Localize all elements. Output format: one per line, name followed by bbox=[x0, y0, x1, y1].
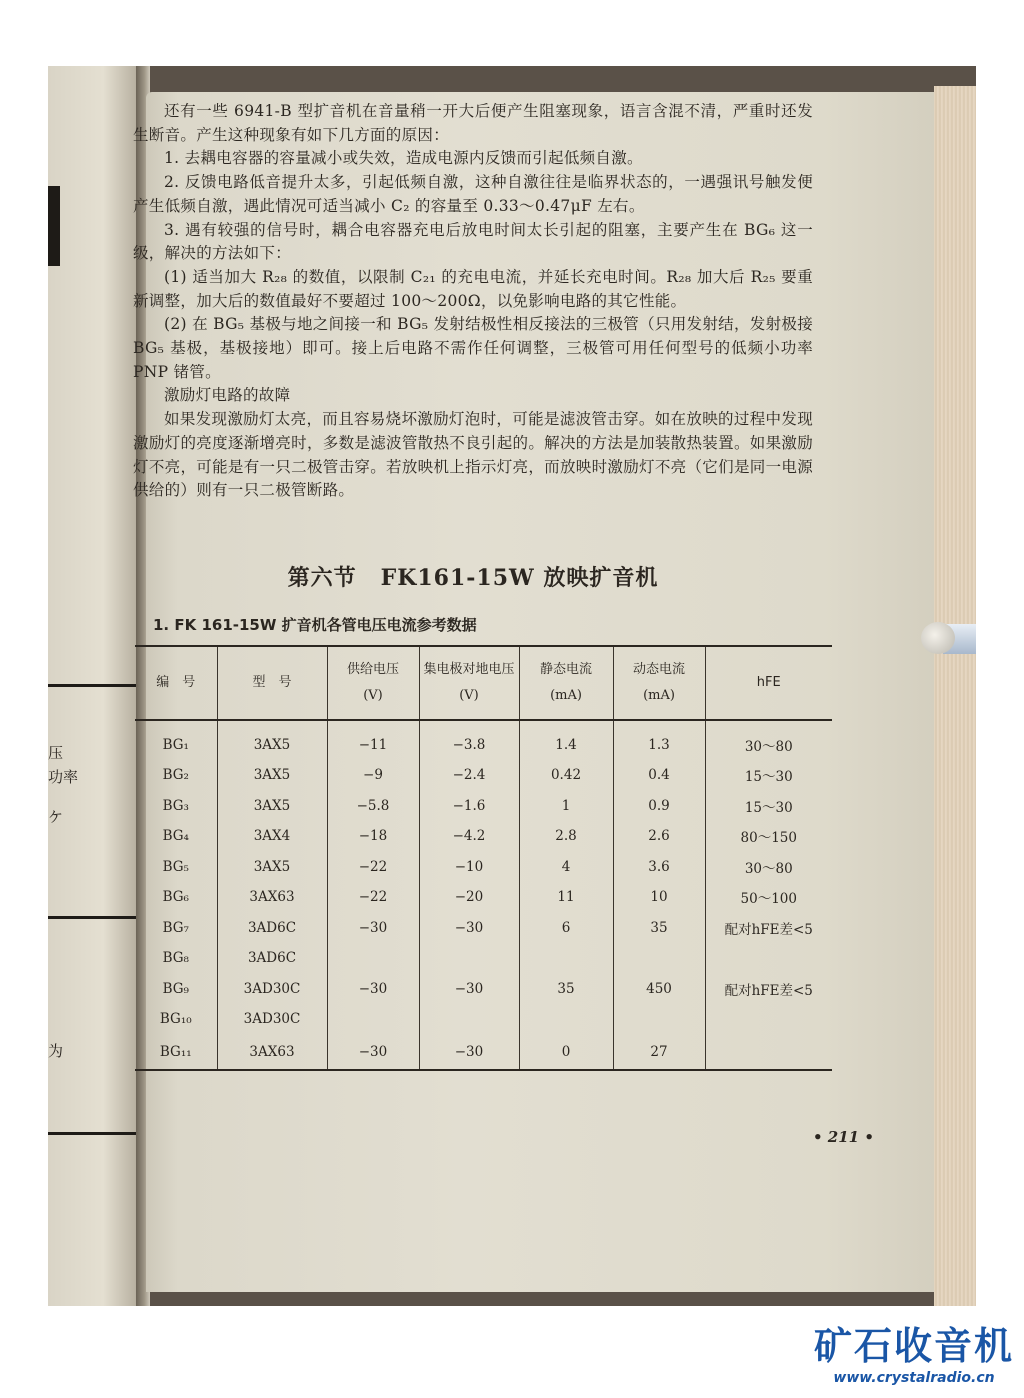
table-cell: −30 bbox=[327, 912, 419, 943]
left-page-rule bbox=[48, 916, 140, 919]
data-table bbox=[135, 645, 832, 1072]
paragraph: (2) 在 BG₅ 基极与地之间接一和 BG₅ 发射结极性相反接法的三极管（只用发射结，发射极接 BG₅ 基极，基极接地）即可。接上后电路不需作任何调整，三极管可用任何型号的低频小功率 PNP 锗管。 bbox=[133, 315, 813, 381]
table-cell: −22 bbox=[327, 882, 419, 913]
table-cell: 4 bbox=[519, 851, 613, 882]
table-row bbox=[135, 1034, 832, 1070]
table-row bbox=[135, 943, 832, 974]
table-cell: 50～100 bbox=[705, 882, 832, 913]
table-cell: −1.6 bbox=[419, 790, 519, 821]
table-cell: 配对hFE差<5 bbox=[705, 912, 832, 943]
table-cell: BG₄ bbox=[162, 828, 189, 845]
table-cell: 0 bbox=[519, 1034, 613, 1070]
left-page-fragment: 为 bbox=[48, 1042, 64, 1060]
table-cell bbox=[613, 1004, 705, 1035]
header-cell: hFE bbox=[705, 646, 832, 720]
table-cell: 1.4 bbox=[519, 720, 613, 760]
table-cell: −18 bbox=[327, 821, 419, 852]
page-content bbox=[133, 100, 813, 1071]
table-cell: 配对hFE差<5 bbox=[705, 973, 832, 1004]
table-cell: 3AX5 bbox=[217, 851, 327, 882]
table-cell bbox=[613, 943, 705, 974]
watermark-logo bbox=[814, 1315, 1014, 1386]
paragraph: 1. 去耦电容器的容量减小或失效，造成电源内反馈而引起低频自激。 bbox=[164, 149, 643, 168]
table-cell: 1.3 bbox=[613, 720, 705, 760]
header-cell: 型 号 bbox=[217, 646, 327, 720]
table-cell bbox=[519, 1004, 613, 1035]
table-row bbox=[135, 973, 832, 1004]
table-cell: 0.42 bbox=[519, 760, 613, 791]
table-cell: 35 bbox=[519, 973, 613, 1004]
left-page-fragment: 压 bbox=[48, 744, 64, 762]
left-page bbox=[48, 66, 140, 1306]
table-cell: 15～30 bbox=[705, 760, 832, 791]
table-cell bbox=[327, 1004, 419, 1035]
table-row bbox=[135, 912, 832, 943]
table-cell: 0.4 bbox=[613, 760, 705, 791]
section-name: FK161-15W 放映扩音机 bbox=[380, 564, 659, 591]
table-row bbox=[135, 882, 832, 913]
table-cell: 3AD30C bbox=[217, 973, 327, 1004]
table-cell: 27 bbox=[613, 1034, 705, 1070]
table-cell: −30 bbox=[419, 912, 519, 943]
table-cell bbox=[419, 943, 519, 974]
table-cell: 3AD6C bbox=[217, 912, 327, 943]
table-cell bbox=[705, 943, 832, 974]
table-cell: −9 bbox=[327, 760, 419, 791]
pen-icon bbox=[921, 618, 976, 658]
table-cell: −20 bbox=[419, 882, 519, 913]
table-cell: 30～80 bbox=[705, 720, 832, 760]
table-cell: 3AD6C bbox=[217, 943, 327, 974]
table-cell: −2.4 bbox=[419, 760, 519, 791]
left-page-rule bbox=[48, 684, 140, 687]
table-cell: 3AX63 bbox=[217, 1034, 327, 1070]
table-cell: 80～150 bbox=[705, 821, 832, 852]
table-cell: −4.2 bbox=[419, 821, 519, 852]
table-cell: 3AX63 bbox=[217, 882, 327, 913]
subheading: 激励灯电路的故障 bbox=[164, 386, 291, 405]
table-row bbox=[135, 790, 832, 821]
table-cell: BG₈ bbox=[162, 950, 189, 967]
table-row bbox=[135, 1004, 832, 1035]
table-cell: −30 bbox=[419, 1034, 519, 1070]
table-cell: 30～80 bbox=[705, 851, 832, 882]
table-cell: −11 bbox=[327, 720, 419, 760]
watermark-url: www.crystalradio.cn bbox=[833, 1370, 995, 1386]
table-cell: 3AX5 bbox=[217, 720, 327, 760]
table-cell: −3.8 bbox=[419, 720, 519, 760]
table-row bbox=[135, 760, 832, 791]
paragraph: 还有一些 6941-B 型扩音机在音量稍一开大后便产生阻塞现象，语言含混不清，严重时还发生断音。产生这种现象有如下几方面的原因： bbox=[133, 102, 813, 144]
table-cell: BG₂ bbox=[162, 767, 189, 784]
table-cell: −30 bbox=[327, 1034, 419, 1070]
table-cell: −10 bbox=[419, 851, 519, 882]
table-cell: 3AX5 bbox=[217, 760, 327, 791]
table-cell: 450 bbox=[613, 973, 705, 1004]
table-cell: BG₁ bbox=[162, 737, 189, 754]
section-label: 第六节 bbox=[287, 564, 357, 591]
table-cell: BG₇ bbox=[162, 919, 189, 936]
table-cell: 1 bbox=[519, 790, 613, 821]
table-cell: −22 bbox=[327, 851, 419, 882]
table-cell: 3AX5 bbox=[217, 790, 327, 821]
left-page-fragment: ケ bbox=[48, 808, 64, 826]
table-cell: BG₉ bbox=[162, 980, 189, 997]
table-cell: 11 bbox=[519, 882, 613, 913]
watermark-name: 矿石收音机 bbox=[813, 1324, 1014, 1368]
table-header-row bbox=[135, 646, 832, 720]
paragraph: 3. 遇有较强的信号时，耦合电容器充电后放电时间太长引起的阻塞，主要产生在 BG₆ 这一级，解决的方法如下： bbox=[133, 220, 813, 263]
table-cell: 2.8 bbox=[519, 821, 613, 852]
table-cell: BG₆ bbox=[162, 889, 189, 906]
table-cell bbox=[705, 1034, 832, 1070]
header-cell: 动态电流 (mA) bbox=[613, 646, 705, 720]
header-cell: 集电极对地电压 (V) bbox=[419, 646, 519, 720]
table-cell: BG₃ bbox=[162, 797, 189, 814]
table-cell bbox=[705, 1004, 832, 1035]
header-cell: 编 号 bbox=[156, 674, 196, 690]
table-cell: 0.9 bbox=[613, 790, 705, 821]
table-cell bbox=[327, 943, 419, 974]
paragraph: 如果发现激励灯太亮，而且容易烧坏激励灯泡时，可能是滤波管击穿。如在放映的过程中发现激励灯的亮度逐渐增亮时，多数是滤波管散热不良引起的。解决的方法是加装散热装置。如果激励灯不亮，可能是有一只二极管击穿。若放映机上指示灯亮，而放映时激励灯不亮（它们是同一电源供给的）则有一只二极管断路。 bbox=[133, 410, 813, 500]
left-page-dark-bar bbox=[48, 186, 60, 266]
table-cell: −30 bbox=[327, 973, 419, 1004]
table-cell: 3.6 bbox=[613, 851, 705, 882]
table-cell: −30 bbox=[419, 973, 519, 1004]
paragraph: 2. 反馈电路低音提升太多，引起低频自激，这种自激往往是临界状态的，一遇强讯号触发便产生低频自激，遇此情况可适当减小 C₂ 的容量至 0.33～0.47μF 左右。 bbox=[133, 173, 813, 215]
table-cell bbox=[419, 1004, 519, 1035]
table-cell: 15～30 bbox=[705, 790, 832, 821]
section-title bbox=[133, 561, 813, 592]
table-cell: BG₁₁ bbox=[159, 1043, 192, 1060]
header-cell: 供给电压 (V) bbox=[327, 646, 419, 720]
table-row bbox=[135, 821, 832, 852]
table-cell: BG₁₀ bbox=[159, 1011, 192, 1028]
table-cell: 10 bbox=[613, 882, 705, 913]
table-cell: BG₅ bbox=[162, 858, 189, 875]
table-cell: −5.8 bbox=[327, 790, 419, 821]
table-title: 1. FK 161-15W 扩音机各管电压电流参考数据 bbox=[153, 615, 477, 634]
table-cell: 6 bbox=[519, 912, 613, 943]
table-cell: 3AX4 bbox=[217, 821, 327, 852]
header-cell: 静态电流 (mA) bbox=[519, 646, 613, 720]
left-page-rule bbox=[48, 1132, 140, 1135]
table-cell bbox=[519, 943, 613, 974]
table-row bbox=[135, 720, 832, 760]
table-row bbox=[135, 851, 832, 882]
paragraph: (1) 适当加大 R₂₈ 的数值，以限制 C₂₁ 的充电电流，并延长充电时间。R₂₈ 加大后 R₂₅ 要重新调整，加大后的数值最好不要超过 100～200Ω，以免影响电路的其它性能。 bbox=[133, 267, 813, 310]
table-cell: 35 bbox=[613, 912, 705, 943]
table-cell: 2.6 bbox=[613, 821, 705, 852]
left-page-fragment: 功率 bbox=[48, 768, 79, 786]
table-cell: 3AD30C bbox=[217, 1004, 327, 1035]
page-edges bbox=[934, 86, 976, 1306]
page-number: • 211 • bbox=[813, 1128, 874, 1146]
